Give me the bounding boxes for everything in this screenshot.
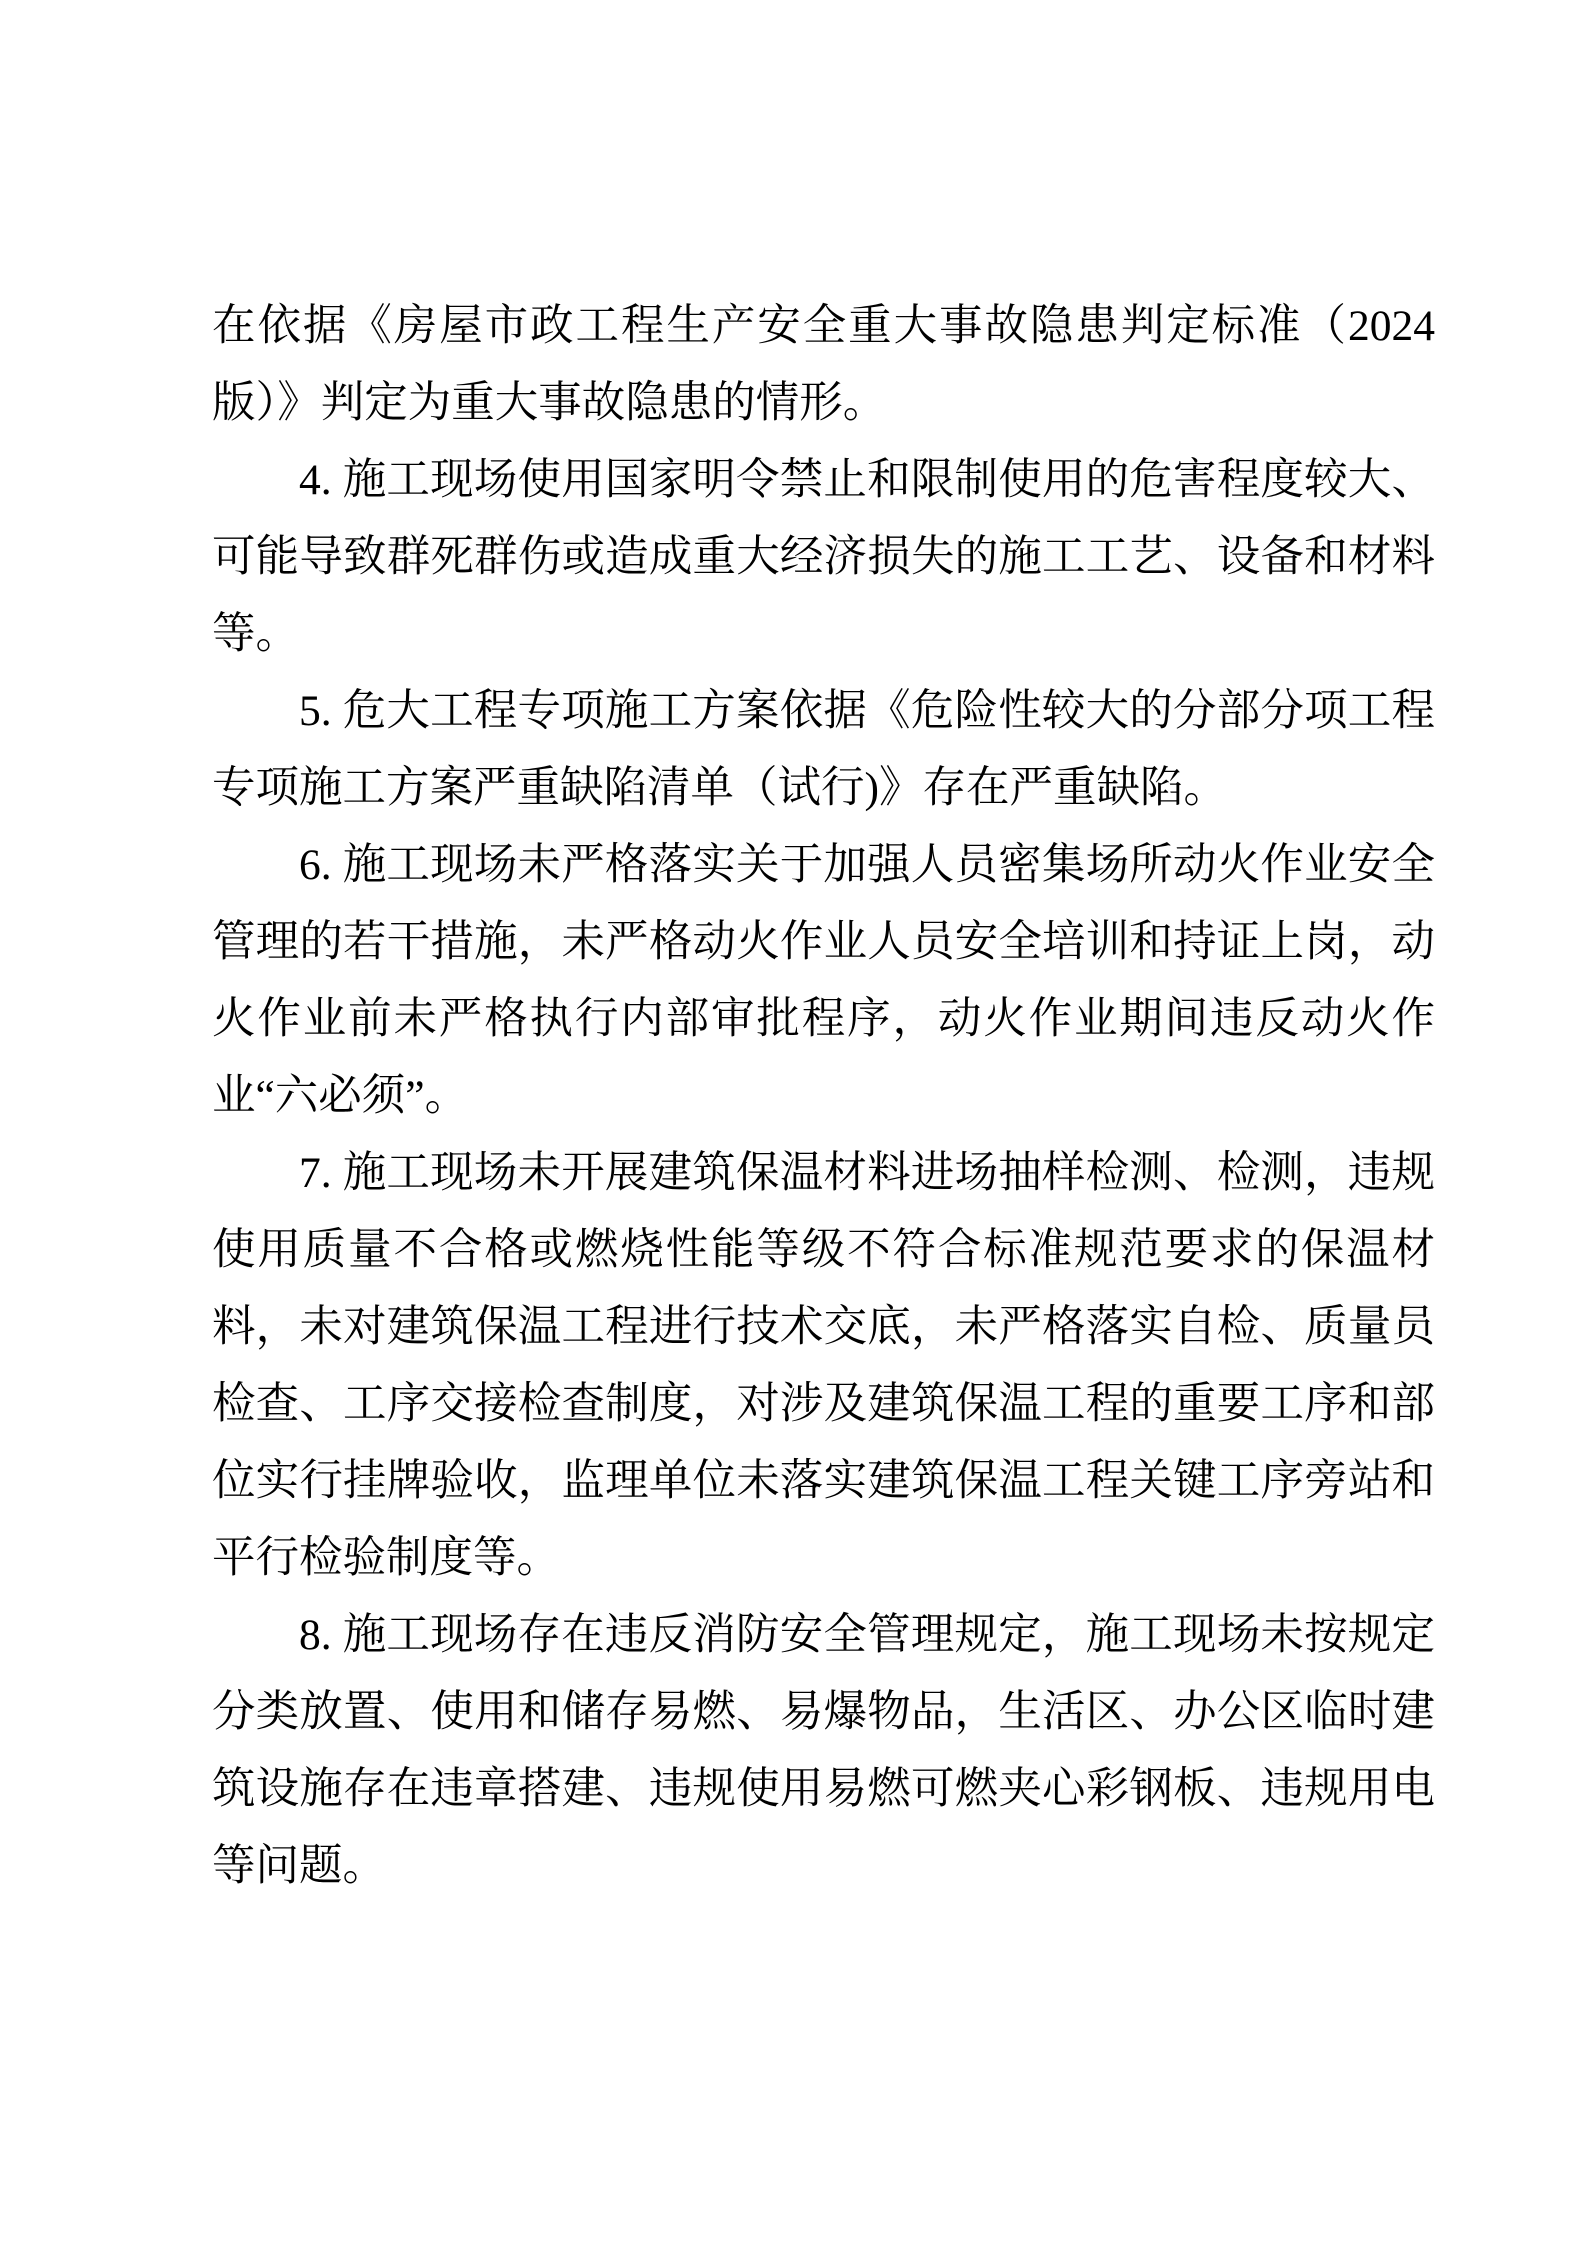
paragraph-continuation: 在依据《房屋市政工程生产安全重大事故隐患判定标准（2024版）》判定为重大事故隐患的情形。 [212, 302, 1435, 427]
list-item-7: 7. 施工现场未开展建筑保温材料进场抽样检测、检测，违规使用质量不合格或燃烧性能等级不符合标准规范要求的保温材料，未对建筑保温工程进行技术交底，未严格落实自检、质量员检查、工序交接检查制度，对涉及建筑保温工程的重要工序和部位实行挂牌验收，监理单位未落实建筑保温工程关键工序旁站和平行检验制度等。 [212, 1149, 1435, 1582]
list-item-6: 6. 施工现场未严格落实关于加强人员密集场所动火作业安全管理的若干措施，未严格动火作业人员安全培训和持证上岗，动火作业前未严格执行内部审批程序，动火作业期间违反动火作业“六必须”。 [212, 841, 1435, 1120]
list-item-4: 4. 施工现场使用国家明令禁止和限制使用的危害程度较大、可能导致群死群伤或造成重大经济损失的施工工艺、设备和材料等。 [212, 456, 1435, 658]
document-body [212, 288, 1435, 1905]
list-item-5: 5. 危大工程专项施工方案依据《危险性较大的分部分项工程专项施工方案严重缺陷清单（试行)》存在严重缺陷。 [212, 687, 1435, 812]
list-item-8: 8. 施工现场存在违反消防安全管理规定，施工现场未按规定分类放置、使用和储存易燃、易爆物品，生活区、办公区临时建筑设施存在违章搭建、违规使用易燃可燃夹心彩钢板、违规用电等问题。 [212, 1611, 1435, 1890]
